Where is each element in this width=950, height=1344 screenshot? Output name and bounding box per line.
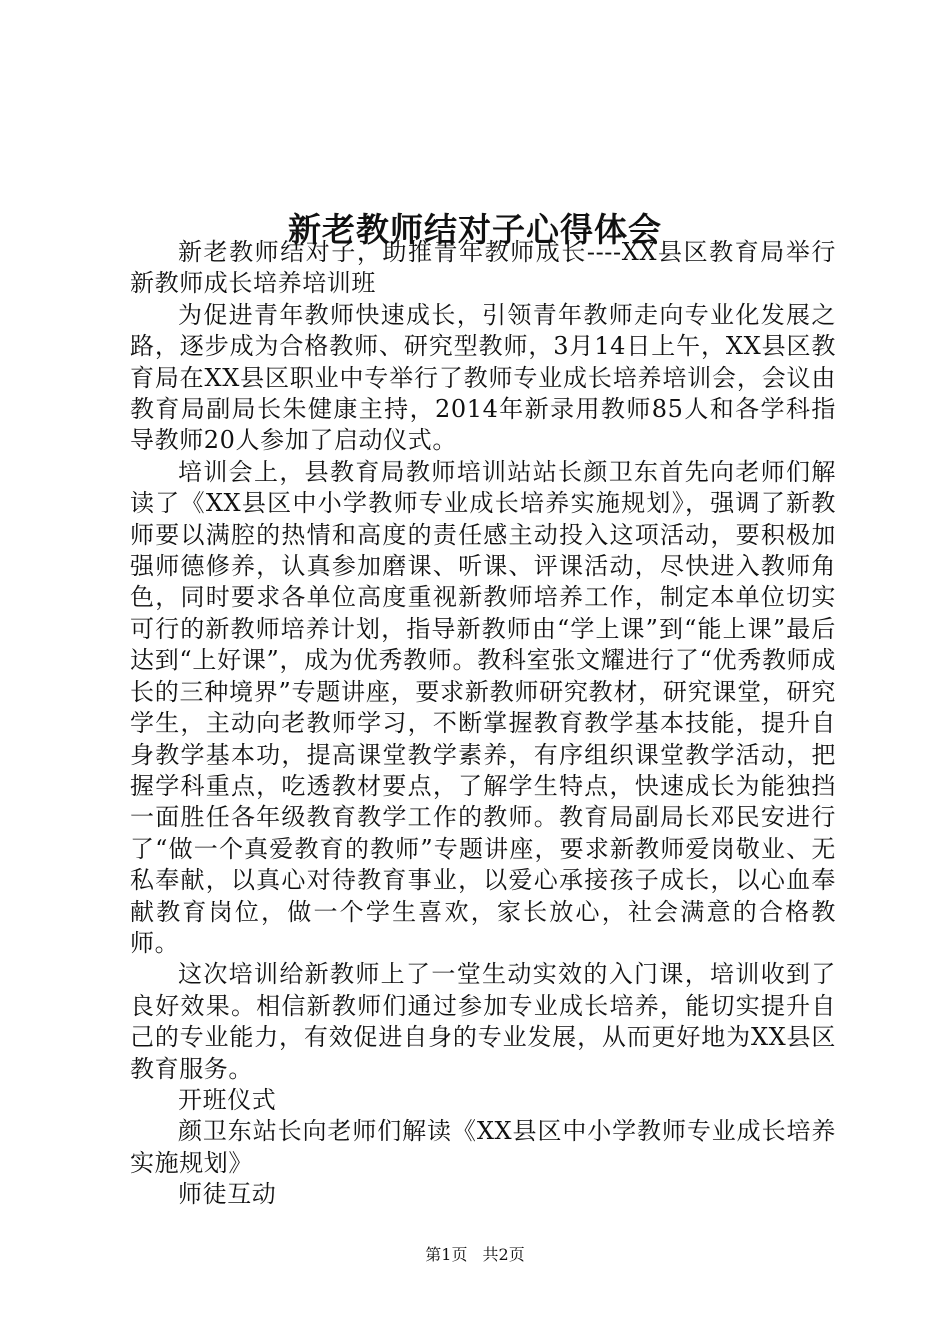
- paragraph-conclusion: 这次培训给新教师上了一堂生动实效的入门课，培训收到了良好效果。相信新教师们通过参加专业成长培养，能切实提升自己的专业能力，有效促进自身的专业发展，从而更好地为XX县区教育服务。: [130, 960, 836, 1083]
- document-body: [130, 237, 836, 1211]
- document-title: 新老教师结对子心得体会: [288, 210, 662, 250]
- page-number: 第1页: [425, 1245, 468, 1264]
- caption-opening-ceremony: 开班仪式: [178, 1085, 277, 1114]
- page-total: 共2页: [482, 1245, 525, 1264]
- paragraph-training-details: 培训会上，县教育局教师培训站站长颜卫东首先向老师们解读了《XX县区中小学教师专业成长培养实施规划》，强调了新教师要以满腔的热情和高度的责任感主动投入这项活动，要积极加强师德修养，认真参加磨课、听课、评课活动，尽快进入教师角色，同时要求各单位高度重视新教师培养工作，制定本单位切实可行的新教师培养计划，指导新教师由“学上课”到“能上课”最后达到“上好课”，成为优秀教师。教科室张文耀进行了“优秀教师成长的三种境界”专题讲座，要求新教师研究教材，研究课堂，研究学生，主动向老教师学习，不断掌握教育教学基本技能，提升自身教学基本功，提高课堂教学素养，有序组织课堂教学活动，把握学科重点，吃透教材要点，了解学生特点，快速成长为能独挡一面胜任各年级教育教学工作的教师。教育局副局长邓民安进行了“做一个真爱教育的教师”专题讲座，要求新教师爱岗敬业、无私奉献，以真心对待教育事业，以爱心承接孩子成长，以心血奉献教育岗位，做一个学生喜欢，家长放心，社会满意的合格教师。: [130, 457, 836, 957]
- caption-mentor-interaction: 师徒互动: [178, 1180, 277, 1209]
- paragraph-intro: 为促进青年教师快速成长，引领青年教师走向专业化发展之路，逐步成为合格教师、研究型教师，3月14日上午，XX县区教育局在XX县区职业中专举行了教师专业成长培养培训会，会议由教育局副局长朱健康主持，2014年新录用教师85人和各学科指导教师20人参加了启动仪式。: [130, 300, 836, 455]
- paragraph-headline: 新老教师结对子，助推青年教师成长----XX县区教育局举行新教师成长培养培训班: [130, 238, 836, 298]
- caption-plan-interpretation: 颜卫东站长向老师们解读《XX县区中小学教师专业成长培养实施规划》: [130, 1117, 836, 1177]
- page-footer: [0, 1243, 950, 1267]
